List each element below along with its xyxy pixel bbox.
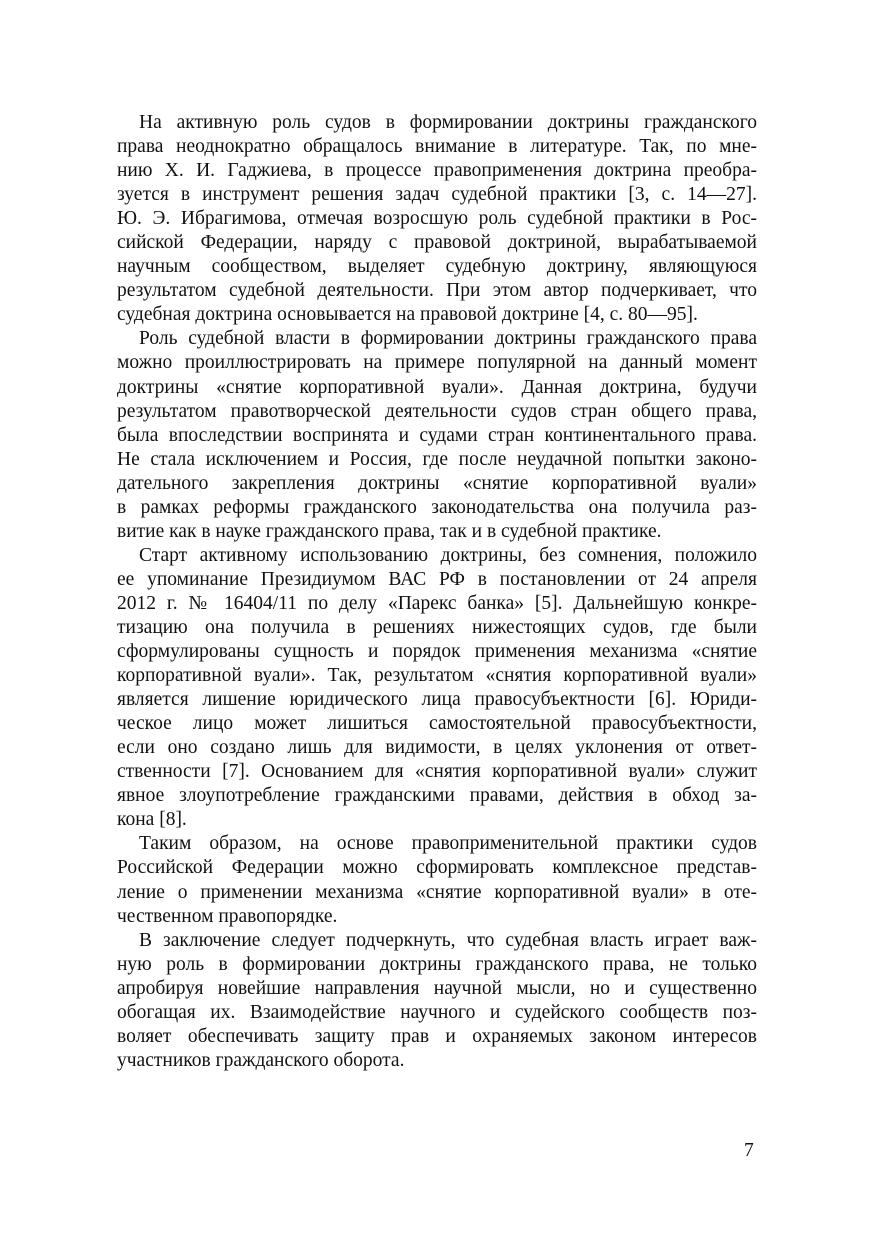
paragraph — [117, 929, 757, 1073]
text-line: ственности [7]. Основанием для «снятия корпоративной вуали» служит — [117, 761, 757, 783]
text-line: если оно создано лишь для видимости, в целях уклонения от ответ- — [117, 737, 757, 759]
page-number: 7 — [744, 1140, 754, 1161]
text-line: В заключение следует подчеркнуть, что судебная власть играет важ- — [139, 929, 757, 951]
text-line: судебная доктрина основывается на правовой доктрине [4, с. 80—95]. — [117, 304, 698, 326]
text-line: Роль судебной власти в формировании доктрины гражданского права — [139, 328, 757, 350]
text-line: можно проиллюстрировать на примере популярной на данный момент — [117, 352, 757, 374]
paragraph — [117, 544, 757, 833]
text-line: витие как в науке гражданского права, так и в судебной практике. — [117, 520, 662, 542]
text-line: 2012 г. № 16404/11 по делу «Парекс банка» [5]. Дальнейшую конкре- — [117, 592, 757, 614]
text-line: доктрины «снятие корпоративной вуали». Данная доктрина, будучи — [117, 376, 757, 398]
text-line: явное злоупотребление гражданскими правами, действия в обход за- — [117, 785, 757, 807]
text-line: результатом судебной деятельности. При этом автор подчеркивает, что — [117, 280, 757, 302]
text-line: права неоднократно обращалось внимание в литературе. Так, по мне- — [117, 136, 757, 158]
text-line: чественном правопорядке. — [117, 905, 338, 927]
text-line: На активную роль судов в формировании доктрины гражданского — [139, 112, 757, 133]
text-line: была впоследствии воспринята и судами стран континентального права. — [117, 424, 757, 446]
text-line: сийской Федерации, наряду с правовой доктриной, вырабатываемой — [117, 232, 757, 254]
text-line: воляет обеспечивать защиту прав и охраняемых законом интересов — [117, 1025, 757, 1047]
text-line: тизацию она получила в решениях нижестоящих судов, где были — [117, 616, 757, 638]
text-line: кона [8]. — [117, 809, 187, 831]
text-line: ческое лицо может лишиться самостоятельной правосубъектности, — [117, 713, 757, 735]
text-line: Старт активному использованию доктрины, без сомнения, положило — [139, 544, 757, 566]
text-line: Российской Федерации можно сформировать комплексное представ- — [117, 857, 757, 879]
text-line: зуется в инструмент решения задач судебной практики [3, с. 14—27]. — [117, 184, 757, 206]
text-line: научным сообществом, выделяет судебную доктрину, являющуюся — [117, 256, 757, 278]
text-line: обогащая их. Взаимодействие научного и судейского сообществ поз- — [117, 1001, 757, 1023]
text-line: Таким образом, на основе правоприменительной практики судов — [139, 833, 757, 855]
text-line: результатом правотворческой деятельности судов стран общего права, — [117, 400, 757, 422]
text-line: Не стала исключением и Россия, где после неудачной попытки законо- — [117, 448, 757, 470]
paragraph — [117, 111, 757, 327]
text-line: участников гражданского оборота. — [117, 1049, 405, 1071]
paragraph — [117, 832, 757, 928]
text-line: в рамках реформы гражданского законодательства она получила раз- — [117, 496, 757, 518]
text-line: Ю. Э. Ибрагимова, отмечая возросшую роль судебной практики в Рос- — [117, 208, 757, 230]
text-line: корпоративной вуали». Так, результатом «снятия корпоративной вуали» — [117, 665, 757, 687]
text-line: нию Х. И. Гаджиева, в процессе правоприменения доктрина преобра- — [117, 160, 757, 182]
text-line: ее упоминание Президиумом ВАС РФ в постановлении от 24 апреля — [117, 568, 757, 590]
paragraph — [117, 327, 757, 543]
text-line: дательного закрепления доктрины «снятие корпоративной вуали» — [117, 472, 757, 494]
text-line: ную роль в формировании доктрины гражданского права, не только — [117, 953, 757, 975]
text-line: ление о применении механизма «снятие корпоративной вуали» в оте- — [117, 881, 757, 903]
text-line: является лишение юридического лица правосубъектности [6]. Юриди- — [117, 689, 757, 711]
text-line: сформулированы сущность и порядок применения механизма «снятие — [117, 641, 757, 663]
body-text — [117, 111, 757, 1073]
text-line: апробируя новейшие направления научной мысли, но и существенно — [117, 977, 757, 999]
